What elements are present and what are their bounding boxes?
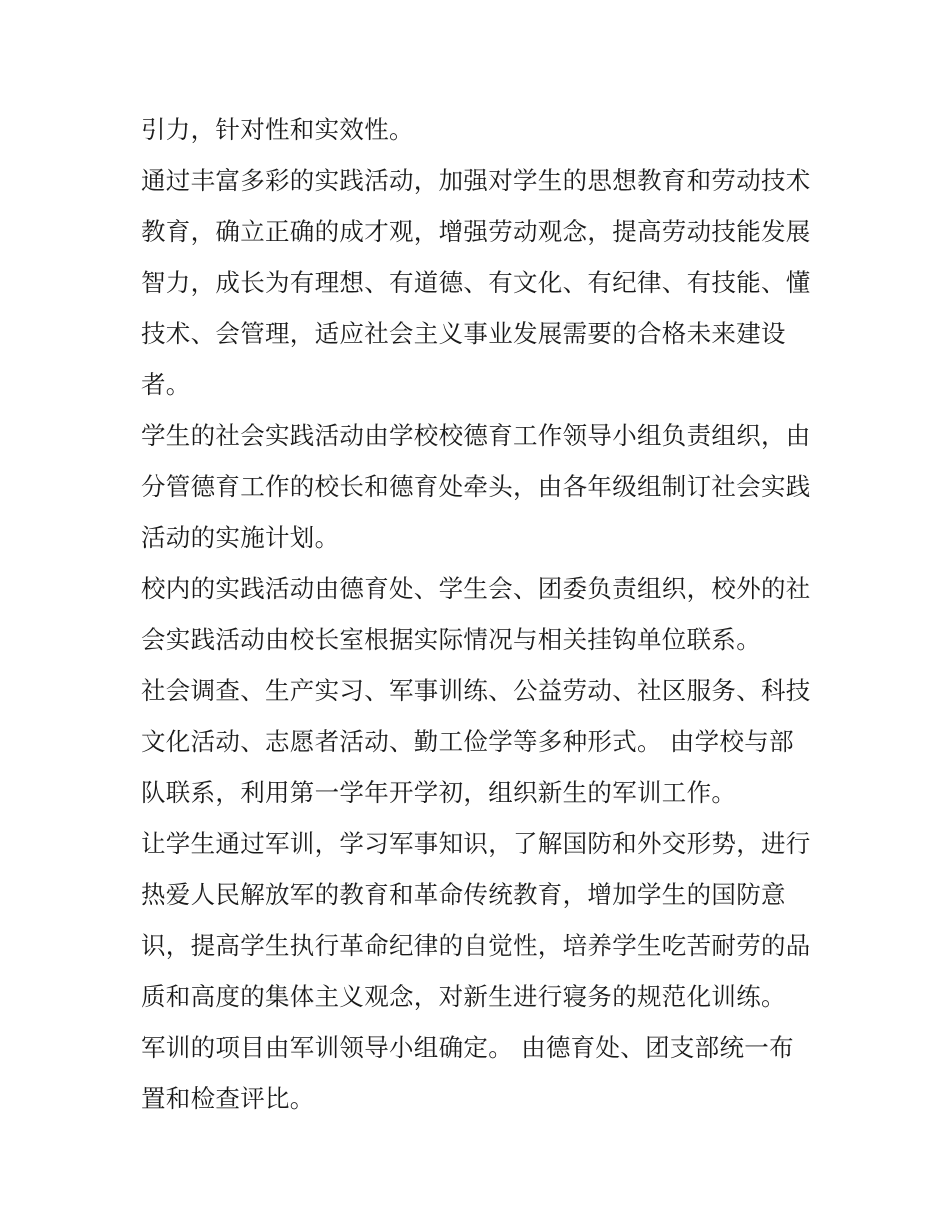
text-line: 引力，针对性和实效性。 — [141, 115, 414, 144]
text-line: 校内的实践活动由德育处、学生会、团委负责组织，校外的社 — [141, 574, 811, 603]
text-line: 队联系，利用第一学年开学初，组织新生的军训工作。 — [141, 778, 737, 807]
text-line: 军训的项目由军训领导小组确定。 由德育处、团支部统一布 — [141, 1033, 794, 1062]
text-line: 热爱人民解放军的教育和革命传统教育，增加学生的国防意 — [141, 880, 786, 909]
document-body — [141, 104, 817, 1124]
text-line: 通过丰富多彩的实践活动，加强对学生的思想教育和劳动技术 — [141, 166, 811, 195]
text-line: 让学生通过军训，学习军事知识，了解国防和外交形势，进行 — [141, 829, 811, 858]
text-line: 者。 — [141, 370, 191, 399]
text-line: 会实践活动由校长室根据实际情况与相关挂钩单位联系。 — [141, 625, 761, 654]
text-line: 置和检查评比。 — [141, 1084, 315, 1113]
text-line: 质和高度的集体主义观念，对新生进行寝务的规范化训练。 — [141, 982, 786, 1011]
text-line: 教育，确立正确的成才观，增强劳动观念，提高劳动技能发展 — [141, 217, 811, 246]
text-line: 社会调查、生产实习、军事训练、公益劳动、社区服务、科技 — [141, 676, 811, 705]
text-line: 分管德育工作的校长和德育处牵头，由各年级组制订社会实践 — [141, 472, 811, 501]
text-line: 智力，成长为有理想、有道德、有文化、有纪律、有技能、懂 — [141, 268, 811, 297]
text-line: 文化活动、志愿者活动、勤工俭学等多种形式。 由学校与部 — [141, 727, 794, 756]
text-line: 学生的社会实践活动由学校校德育工作领导小组负责组织，由 — [141, 421, 811, 450]
text-line: 识，提高学生执行革命纪律的自觉性，培养学生吃苦耐劳的品 — [141, 931, 811, 960]
text-line: 技术、会管理，适应社会主义事业发展需要的合格未来建设 — [141, 319, 786, 348]
text-line: 活动的实施计划。 — [141, 523, 340, 552]
